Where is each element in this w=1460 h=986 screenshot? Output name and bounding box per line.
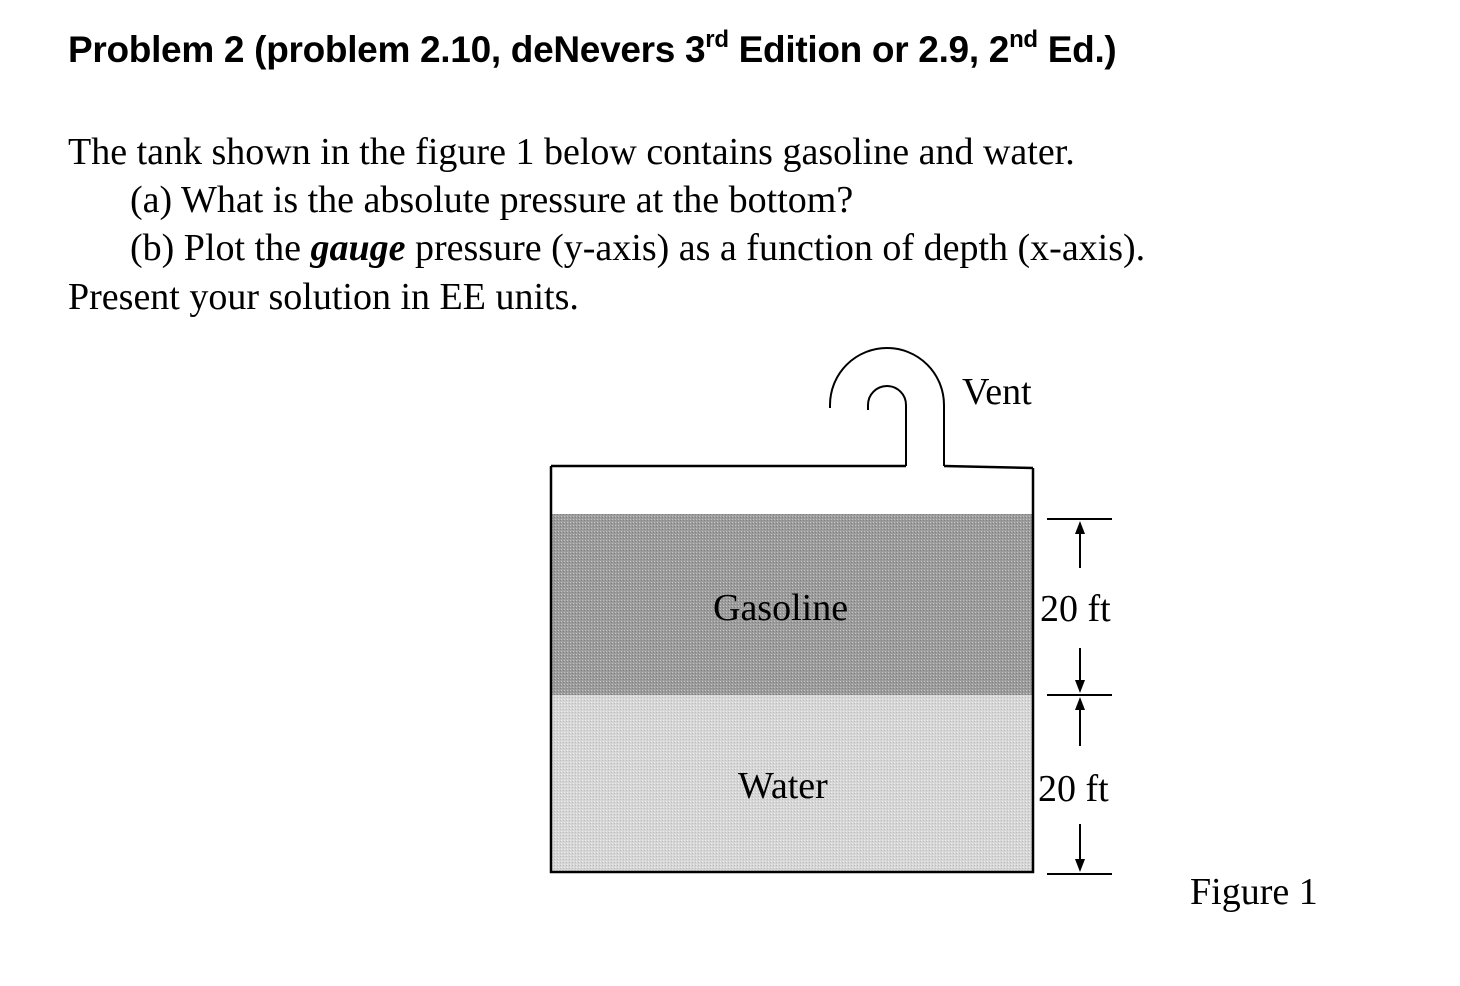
gasoline-dimension-arrow-down	[1075, 680, 1085, 693]
heading-main: Problem 2 (problem 2.10, deNevers 3	[68, 29, 706, 70]
gasoline-label: Gasoline	[713, 587, 849, 629]
gasoline-dimension-arrow-up	[1075, 521, 1085, 534]
part-b-rest: pressure (y-axis) as a function of depth (x-axis).	[405, 227, 1146, 269]
tank-top-right	[944, 466, 1033, 468]
units-instruction: Present your solution in EE units.	[68, 276, 579, 318]
part-b-lead: (b) Plot the	[130, 227, 311, 269]
water-dimension-arrow-up	[1075, 697, 1085, 710]
vent-label: Vent	[962, 371, 1032, 413]
heading-middle: Edition or 2.9, 2	[728, 29, 1010, 70]
gasoline-depth-label: 20 ft	[1040, 588, 1111, 630]
water-dimension-arrow-down	[1075, 859, 1085, 872]
part-b-emphasis: gauge	[310, 227, 406, 269]
water-label: Water	[738, 765, 828, 807]
heading-superscript-nd: nd	[1009, 25, 1038, 53]
problem-intro: The tank shown in the figure 1 below contains gasoline and water.	[68, 131, 1075, 173]
vent-pipe-outer	[830, 348, 944, 466]
figure-caption: Figure 1	[1190, 871, 1318, 913]
question-part-a: (a) What is the absolute pressure at the bottom?	[130, 179, 854, 221]
water-depth-label: 20 ft	[1038, 768, 1109, 810]
heading-superscript-rd: rd	[705, 25, 729, 53]
vent-pipe-inner	[868, 386, 906, 466]
heading-end: Ed.)	[1037, 29, 1117, 70]
